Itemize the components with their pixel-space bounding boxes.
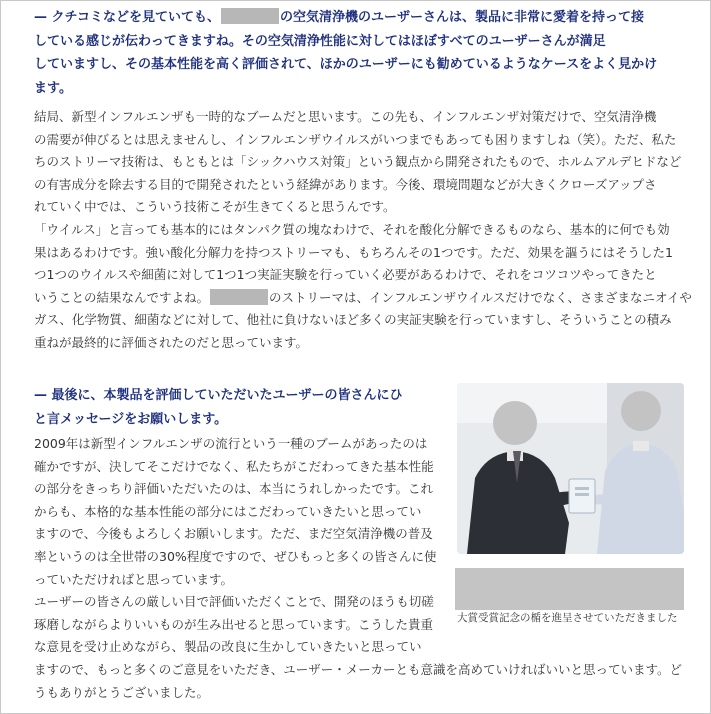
question-1-line-4: ます。 <box>34 80 72 96</box>
award-photo-illustration <box>457 383 684 554</box>
answer-1-line: れていく中では、こういう技術こそが生きてくると思うんです。 <box>34 199 396 215</box>
answer-2-line: 2009年は新型インフルエンザの流行という一種のブームがあったのは <box>34 436 428 451</box>
answer-1-line: の有害成分を除去する目的で開発されたという経緯があります。今後、環境問題などが大きくクローズアップさ <box>34 176 657 192</box>
answer-2-line: からも、本格的な基本性能の部分にはこだわっていきたいと思ってい <box>34 503 422 519</box>
answer-2-line: うもありがとうございました。 <box>34 684 210 700</box>
answer-2-line: ユーザーの皆さんの厳しい目で評価いただくことで、開発のほうも切磋 <box>34 594 434 610</box>
answer-2-line: 確かですが、決してそこだけでなく、私たちがこだわってきた基本性能 <box>34 458 434 474</box>
redacted-brand <box>221 8 279 24</box>
answer-2-line: 琢磨しながらよりいいものが生み出せると思っています。こうした貴重 <box>34 616 434 632</box>
answer-1-line: 「ウイルス」と言っても基本的にはタンパク質の塊なわけで、それを酸化分解できるものなら、基本的に何でも効 <box>34 221 670 237</box>
answer-2-line: ますので、今後もよろしくお願いします。ただ、まだ空気清浄機の普及 <box>34 526 433 542</box>
question-2 <box>34 384 454 431</box>
question-1-line-2: している感じが伝わってきますね。その空気清浄性能に対してはほぼすべてのユーザーさんが満足 <box>34 33 606 49</box>
answer-2-line: 率というのは全世帯の30%程度ですので、ぜひもっと多くの皆さんに使 <box>34 548 437 564</box>
answer-1-line: ガス、化学物質、細菌などに対して、他社に負けないほど多くの実証実験を行っていますし、そういうことの積み <box>34 312 672 328</box>
answer-1 <box>34 106 694 355</box>
question-2-line: — 最後に、本製品を評価していただいたユーザーの皆さんにひ <box>34 388 403 403</box>
photo-caption: 大賞受賞記念の楯を進呈させていただきました <box>457 612 678 624</box>
award-photo <box>457 383 684 554</box>
answer-1-line: いうことの結果なんですよね。 のストリーマは、インフルエンザウイルスだけでなく、さまざまなニオイや <box>34 289 692 305</box>
answer-2-line: ますので、もっと多くのご意見をいただき、ユーザー・メーカーとも意識を高めていければいいと思っています。ど <box>34 661 683 677</box>
answer-1-line: の需要が伸びるとは思えませんし、インフルエンザウイルスがいつまでもあっても困りますしね（笑）。ただ、私た <box>34 131 677 147</box>
answer-1-line: ちのストリーマ技術は、もともとは「シックハウス対策」という観点から開発されたもので、ホルムアルデヒドなど <box>34 154 682 170</box>
question-1 <box>34 6 684 100</box>
answer-2-line: な意見を受け止めながら、製品の改良に生かしていきたいと思ってい <box>34 639 422 655</box>
question-1-line-3: していますし、その基本性能を高く評価されて、ほかのユーザーにも勧めているようなケースをよく見かけ <box>34 57 658 72</box>
answer-1-line: 果はあるわけです。強い酸化分解力を持つストリーマも、もちろんその1つです。ただ、効果を謳うにはそうした1 <box>34 244 673 260</box>
question-1-line-1: — クチコミなどを見ていても、 の空気清浄機のユーザーさんは、製品に非常に愛着を持って接 <box>34 10 645 25</box>
answer-2-line: っていただければと思っています。 <box>34 571 234 587</box>
caption-redacted-bar <box>455 568 684 610</box>
answer-2-line: の部分をきっちり評価いただいたのは、本当にうれしかったです。これ <box>34 481 434 497</box>
question-2-line: と言メッセージをお願いします。 <box>34 411 228 427</box>
answer-1-line: 結局、新型インフルエンザも一時的なブームだと思います。この先も、インフルエンザ対策だけで、空気清浄機 <box>34 109 657 124</box>
answer-1-line: つ1つのウイルスや細菌に対して1つ1つ実証実験を行っていく必要があるわけで、それをコツコツやってきたと <box>34 267 657 283</box>
redacted-brand <box>210 289 268 305</box>
answer-1-line: 重ねが最終的に評価されたのだと思っています。 <box>34 334 309 350</box>
